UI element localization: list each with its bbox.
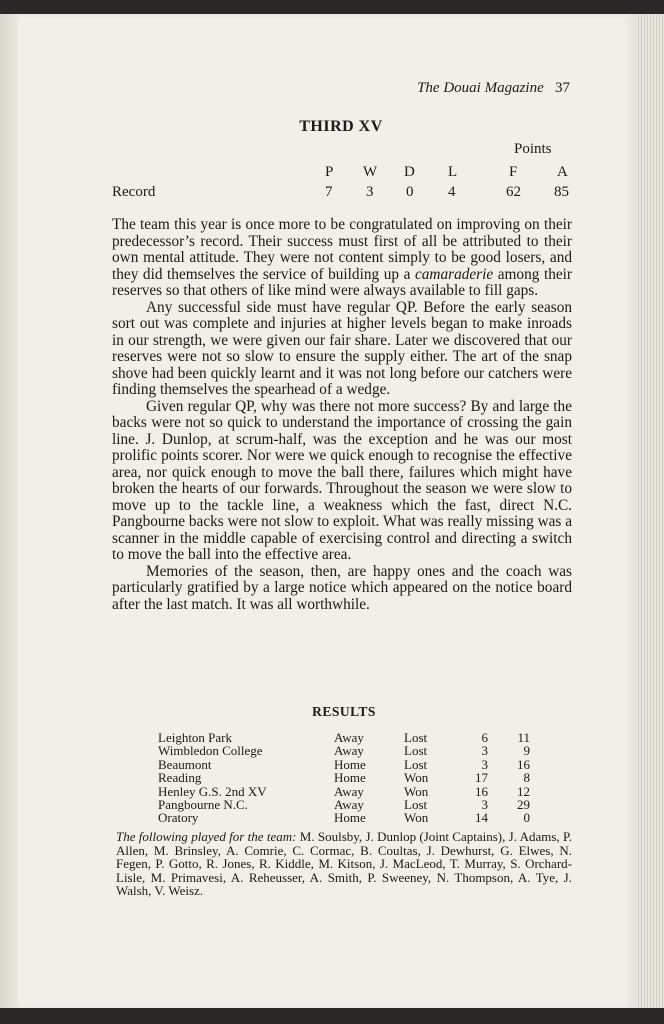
paragraph: Given regular QP, why was there not more success? By and large the backs were not so quick to understand the importance of crossing the gain line. J. Dunlop, at scrum-half, was the exception and he was our most prolific points scorer. Nor were we quick enough to recognise the effective area, nor quick enough to move the ball there, failures which might have broken the hearts of our forwards. Throughout the season we were slow to move up to the tackle line, a weakness which the fast, direct N.C. Pangbourne backs were not slow to exploit. What was really missing was a scanner in the middle capable of exercising control and directing a switch to move the ball into the effective area.	[112, 397, 572, 563]
page-number: 37	[555, 80, 570, 96]
table-row	[158, 757, 538, 770]
record-values-row	[0, 184, 664, 204]
result-result: Won	[404, 810, 429, 826]
record-for: 62	[506, 184, 521, 200]
table-row	[158, 743, 538, 759]
paragraph: The team this year is once more to be congratulated on improving on their predecessor’s record. Their success must first of all be attributed to their own mental attitude. They were not content simply to be good losers, and they did themselves the service of building up a camaraderie among their reserves so that others of like mind were always available to fill gaps.	[112, 216, 572, 299]
header-drawn: D	[404, 164, 415, 180]
result-for: 14	[475, 810, 488, 826]
result-result: Lost	[404, 756, 428, 772]
record-label: Record	[112, 184, 156, 200]
result-for: 3	[481, 796, 488, 812]
result-for: 6	[481, 730, 488, 745]
result-venue: Home	[334, 810, 366, 826]
report-text	[112, 217, 572, 613]
paragraph: Memories of the season, then, are happy ones and the coach was particularly gratified by a large notice which appeared on the notice board after the last match. It was all worthwhile.	[112, 562, 572, 613]
result-opponent: Leighton Park	[158, 730, 233, 745]
result-opponent: Wimbledon College	[158, 743, 263, 759]
table-row	[158, 810, 538, 826]
header-lost: L	[448, 164, 458, 180]
record-header-row	[0, 164, 664, 184]
players-list	[116, 830, 572, 898]
players-intro: The following played for the team:	[116, 829, 297, 844]
table-row	[158, 784, 538, 797]
points-label: Points	[514, 141, 552, 157]
result-for: 17	[475, 770, 488, 786]
result-against: 0	[523, 810, 530, 826]
result-for: 3	[481, 756, 488, 772]
result-for: 3	[481, 743, 488, 759]
table-row	[158, 770, 538, 786]
table-row	[158, 797, 538, 810]
result-against: 12	[517, 783, 530, 799]
result-venue: Away	[334, 796, 364, 812]
result-result: Won	[404, 783, 429, 799]
results-title: RESULTS	[312, 704, 376, 719]
result-against: 9	[523, 743, 530, 759]
result-opponent: Henley G.S. 2nd XV	[158, 783, 267, 799]
result-opponent: Oratory	[158, 810, 199, 826]
result-opponent: Pangbourne N.C.	[158, 796, 248, 812]
result-against: 8	[523, 770, 530, 786]
record-won: 3	[366, 184, 374, 200]
result-venue: Away	[334, 743, 364, 759]
paragraph: Any successful side must have regular QP. Before the early season sort out was complete and injuries at higher levels began to make inroads in our strength, we were given our fair share. Later we discovered that our reserves were not so slow to ensure the supply either. The art of the snap shove had been quickly learnt and it was not long before our catchers were finding themselves the spearhead of a wedge.	[112, 298, 572, 398]
result-result: Lost	[404, 796, 428, 812]
result-result: Lost	[404, 743, 428, 759]
record-played: 7	[325, 184, 333, 200]
players-names: M. Soulsby, J. Dunlop (Joint Captains), J. Adams, P. Allen, M. Brinsley, A. Comrie, C. Cormac, B. Coultas, J. Dewhurst, G. Elwes, N. Fegen, P. Gotto, R. Jones, R. Kiddle, M. Kitson, J. MacLeod, T. Murray, S. Orchard-Lisle, M. Primavesi, A. Reheusser, A. Smith, P. Sweeney, N. Thompson, A. Tye, J. Walsh, V. Weisz.	[116, 829, 573, 898]
running-head	[360, 80, 570, 97]
results-table	[158, 730, 538, 824]
header-won: W	[363, 164, 378, 180]
record-drawn: 0	[406, 184, 414, 200]
result-opponent: Reading	[158, 770, 202, 786]
header-played: P	[325, 164, 334, 180]
magazine-title: The Douai Magazine	[417, 80, 544, 96]
result-venue: Away	[334, 783, 364, 799]
section-title: THIRD XV	[299, 118, 383, 135]
emphasis: camaraderie	[414, 265, 494, 283]
table-row	[158, 730, 538, 743]
result-venue: Away	[334, 730, 364, 745]
header-against: A	[557, 164, 568, 180]
result-opponent: Beaumont	[158, 756, 212, 772]
result-result: Lost	[404, 730, 428, 745]
result-venue: Home	[334, 756, 366, 772]
result-for: 16	[475, 783, 488, 799]
result-result: Won	[404, 770, 429, 786]
result-venue: Home	[334, 770, 366, 786]
result-against: 16	[517, 756, 530, 772]
header-for: F	[509, 164, 518, 180]
record-against: 85	[554, 184, 569, 200]
result-against: 29	[517, 796, 530, 812]
record-lost: 4	[448, 184, 456, 200]
result-against: 11	[517, 730, 530, 745]
